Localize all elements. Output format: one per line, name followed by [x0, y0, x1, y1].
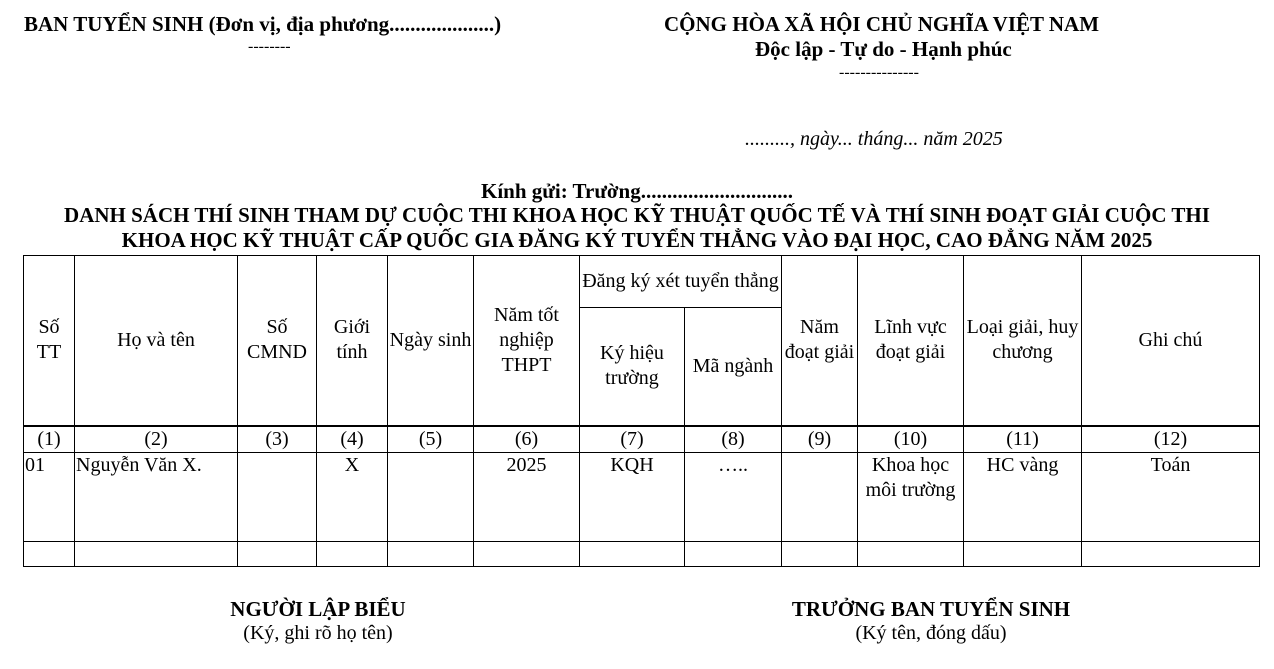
- recipient-line: Kính gửi: Trường.............................: [480, 179, 793, 203]
- column-number: (4): [317, 426, 388, 453]
- cell-empty: [964, 542, 1082, 567]
- preparer-signature-note: (Ký, ghi rõ họ tên): [243, 622, 393, 644]
- issuing-unit-underline: --------: [248, 38, 291, 55]
- cell-stt: 01: [24, 453, 75, 542]
- head-signature-note: (Ký tên, đóng dấu): [855, 622, 1007, 644]
- column-number: (1): [24, 426, 75, 453]
- cell-empty: [75, 542, 238, 567]
- header-nam-tot-nghiep: Năm tốt nghiệp THPT: [474, 256, 580, 426]
- head-signature-title: TRƯỞNG BAN TUYỂN SINH: [791, 597, 1071, 621]
- date-line: ........., ngày... tháng... năm 2025: [745, 128, 1003, 150]
- national-motto-underline: ---------------: [839, 64, 919, 81]
- cell-empty: [1082, 542, 1260, 567]
- cell-ghi-chu: Toán: [1082, 453, 1260, 542]
- document-title-line-1: DANH SÁCH THÍ SINH THAM DỰ CUỘC THI KHOA HỌC KỸ THUẬT QUỐC TẾ VÀ THÍ SINH ĐOẠT GIẢI CUỘC THI: [64, 203, 1210, 227]
- header-ngay-sinh: Ngày sinh: [388, 256, 474, 426]
- column-number: (9): [782, 426, 858, 453]
- header-loai-giai: Loại giải, huy chương: [964, 256, 1082, 426]
- cell-empty: [24, 542, 75, 567]
- cell-empty: [580, 542, 685, 567]
- header-stt: Số TT: [24, 256, 75, 426]
- header-gioi-tinh: Giới tính: [317, 256, 388, 426]
- cell-cmnd: [238, 453, 317, 542]
- column-number: (8): [685, 426, 782, 453]
- table-header-row-1: [24, 256, 1260, 308]
- column-number: (2): [75, 426, 238, 453]
- document-title-line-2: KHOA HỌC KỸ THUẬT CẤP QUỐC GIA ĐĂNG KÝ TUYỂN THẲNG VÀO ĐẠI HỌC, CAO ĐẲNG NĂM 2025: [121, 228, 1153, 252]
- cell-ma-nganh: …..: [685, 453, 782, 542]
- cell-nam-doat-giai: [782, 453, 858, 542]
- header-ma-nganh: Mã ngành: [685, 308, 782, 426]
- column-number: (7): [580, 426, 685, 453]
- header-ho-ten: Họ và tên: [75, 256, 238, 426]
- cell-nam-tot-nghiep: 2025: [474, 453, 580, 542]
- cell-loai-giai: HC vàng: [964, 453, 1082, 542]
- cell-empty: [782, 542, 858, 567]
- table-row-empty: [24, 542, 1260, 567]
- header-ky-hieu-truong: Ký hiệu trường: [580, 308, 685, 426]
- header-cmnd: Số CMND: [238, 256, 317, 426]
- preparer-signature-title: NGƯỜI LẬP BIỂU: [230, 597, 406, 621]
- column-number: (12): [1082, 426, 1260, 453]
- header-dang-ky: Đăng ký xét tuyển thẳng: [580, 256, 782, 308]
- cell-linh-vuc: Khoa học môi trường: [858, 453, 964, 542]
- national-title: CỘNG HÒA XÃ HỘI CHỦ NGHĨA VIỆT NAM: [664, 12, 1100, 36]
- column-number: (5): [388, 426, 474, 453]
- column-number-row: [24, 426, 1260, 453]
- cell-empty: [474, 542, 580, 567]
- cell-empty: [858, 542, 964, 567]
- header-linh-vuc: Lĩnh vực đoạt giải: [858, 256, 964, 426]
- column-number: (10): [858, 426, 964, 453]
- cell-empty: [388, 542, 474, 567]
- table-row: [24, 453, 1260, 542]
- issuing-unit-title: BAN TUYỂN SINH (Đơn vị, địa phương....................): [24, 12, 502, 36]
- column-number: (3): [238, 426, 317, 453]
- candidate-table: [23, 255, 1260, 567]
- cell-empty: [317, 542, 388, 567]
- cell-ho-ten: Nguyễn Văn X.: [75, 453, 238, 542]
- header-nam-doat-giai: Năm đoạt giải: [782, 256, 858, 426]
- cell-ky-hieu-truong: KQH: [580, 453, 685, 542]
- cell-empty: [685, 542, 782, 567]
- cell-gioi-tinh: X: [317, 453, 388, 542]
- column-number: (6): [474, 426, 580, 453]
- column-number: (11): [964, 426, 1082, 453]
- header-ghi-chu: Ghi chú: [1082, 256, 1260, 426]
- cell-empty: [238, 542, 317, 567]
- national-motto: Độc lập - Tự do - Hạnh phúc: [755, 37, 1012, 61]
- cell-ngay-sinh: [388, 453, 474, 542]
